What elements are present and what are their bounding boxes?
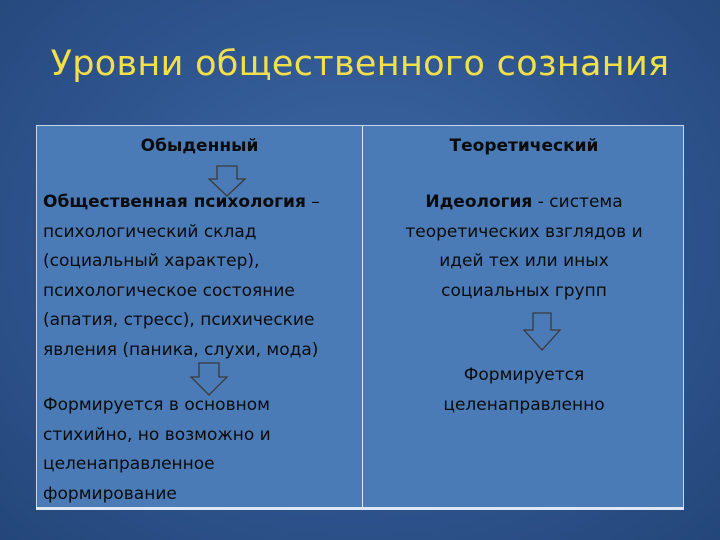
social-psychology-text: [43, 188, 361, 365]
down-arrow-icon: [522, 312, 562, 352]
everyday-formation-text: Формируется в основном стихийно, но возможно и целенаправленное формирование: [43, 395, 271, 504]
ideology-term: Идеология: [425, 192, 533, 212]
comparison-table: [36, 125, 684, 507]
header-everyday: Обыденный: [140, 136, 259, 156]
ideology-text: [363, 188, 685, 306]
column-divider: [362, 126, 363, 507]
slide-title: Уровни общественного сознания: [50, 44, 670, 84]
social-psychology-description: – психологический склад (социальный характер), психологическое состояние (апатия, стресс), психические явления (паника, слухи, мода): [43, 192, 320, 360]
ideology-description: - система теоретических взглядов и идей тех или иных социальных групп: [405, 192, 643, 301]
theoretical-formation-text: Формируется целенаправленно: [443, 365, 605, 415]
header-theoretical: Теоретический: [449, 136, 599, 156]
social-psychology-term: Общественная психология: [43, 192, 306, 212]
